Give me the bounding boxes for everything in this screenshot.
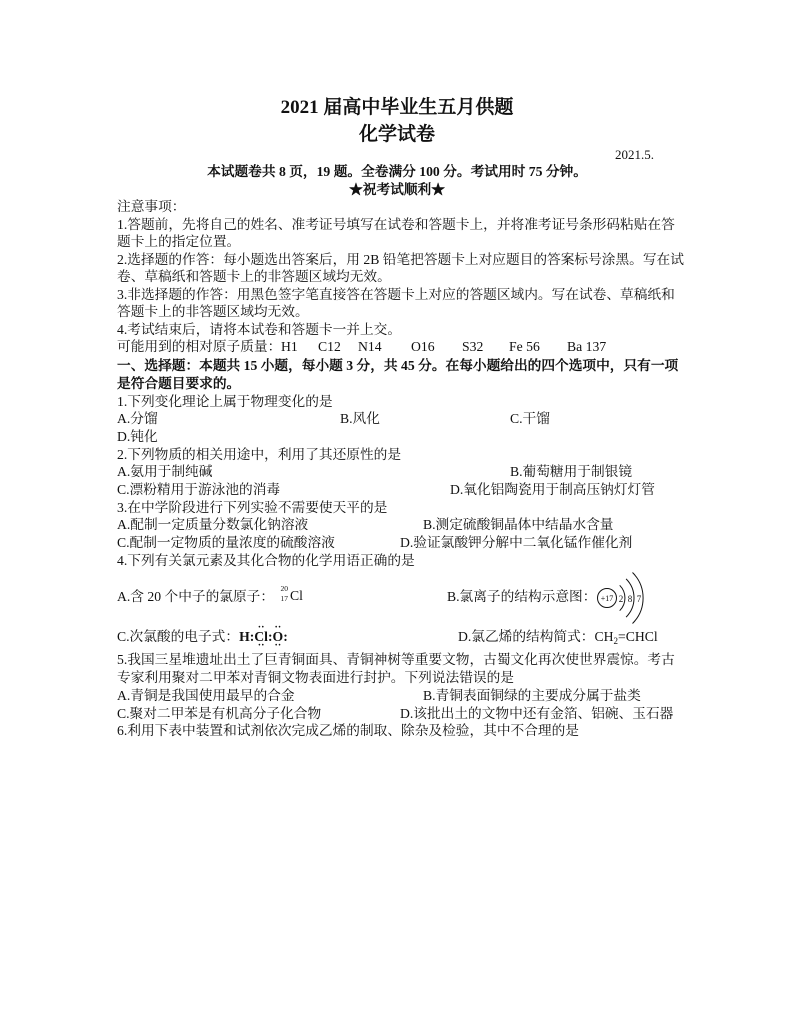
element-symbol: Cl <box>290 588 303 603</box>
q2-option-a: A.氨用于制纯碱 <box>117 464 213 479</box>
notes-line: 3.非选择题的作答：用黑色签字笔直接答在答题卡上对应的答题区域内。写在试卷、草稿纸和 <box>117 287 675 302</box>
q3-option-c: C.配制一定物质的量浓度的硫酸溶液 <box>117 535 335 550</box>
q3-option-b: B.测定硫酸铜晶体中结晶水含量 <box>423 517 614 532</box>
notes-line: 2.选择题的作答：每小题选出答案后，用 2B 铅笔把答题卡上对应题目的答案标号涂黑。写在试 <box>117 252 684 267</box>
atomic-mass-value: H1 <box>281 339 298 354</box>
q2-stem: 2.下列物质的相关用途中，利用了其还原性的是 <box>117 447 402 462</box>
hypochlorous-electron-formula <box>239 629 288 644</box>
q5-stem: 5.我国三星堆遗址出土了巨青铜面具、青铜神树等重要文物，古蜀文化再次使世界震惊。考古 <box>117 652 675 667</box>
atomic-mass-value: O16 <box>411 339 435 354</box>
q3-option-d: D.验证氯酸钾分解中二氧化锰作催化剂 <box>400 535 633 550</box>
exam-info: 本试题卷共 8 页，19 题。全卷满分 100 分。考试用时 75 分钟。 <box>207 164 587 179</box>
formula-atom: ·· Cl ·· <box>254 628 268 646</box>
q4-option-d <box>458 628 658 646</box>
q5-option-b: B.青铜表面铜绿的主要成分属于盐类 <box>423 688 641 703</box>
q2-option-d: D.氧化铝陶瓷用于制高压钠灯灯管 <box>450 482 655 497</box>
notes-line: 题卡上的指定位置。 <box>117 234 241 249</box>
q4-option-d-label: D.氯乙烯的结构简式： <box>458 629 595 644</box>
exam-subject: 化学试卷 <box>358 124 435 145</box>
q4-stem: 4.下列有关氯元素及其化合物的化学用语正确的是 <box>117 553 415 568</box>
q6-stem: 6.利用下表中装置和试剂依次完成乙烯的制取、除杂及检验，其中不合理的是 <box>117 723 579 738</box>
q4-option-a-label: A.含 20 个中子的氯原子： <box>117 589 275 604</box>
chlorine-nuclide-symbol <box>278 584 308 610</box>
q1-option-b: B.风化 <box>340 411 380 426</box>
exam-date: 2021.5. <box>615 147 654 162</box>
formula-part: =CHCl <box>618 629 658 644</box>
notes-line: 4.考试结束后，请将本试卷和答题卡一并上交。 <box>117 322 402 337</box>
formula-part: CH <box>594 629 614 644</box>
atomic-number: 17 <box>280 594 288 603</box>
section-heading: 是符合题目要求的。 <box>117 376 241 391</box>
q1-option-d: D.钝化 <box>117 429 158 444</box>
formula-atom: ·· O ·· <box>273 628 284 646</box>
atomic-mass-value: Ba 137 <box>567 339 607 354</box>
q1-option-a: A.分馏 <box>117 411 158 426</box>
formula-pair: : <box>283 629 288 644</box>
atomic-mass-value: N14 <box>358 339 382 354</box>
notes-line: 答题卡上的非答题区域均无效。 <box>117 304 309 319</box>
q5-option-a: A.青铜是我国使用最早的合金 <box>117 688 295 703</box>
notes-heading: 注意事项： <box>117 199 186 214</box>
q5-option-c: C.聚对二甲苯是有机高分子化合物 <box>117 706 322 721</box>
shell-electrons-1: 2 <box>618 594 624 604</box>
nucleus-charge: +17 <box>600 594 614 603</box>
q4-option-c <box>117 628 288 646</box>
mass-number: 20 <box>280 584 288 593</box>
atomic-mass-value: C12 <box>318 339 341 354</box>
q3-option-a: A.配制一定质量分数氯化钠溶液 <box>117 517 309 532</box>
formula-pair: : <box>249 629 255 644</box>
exam-title: 2021 届高中毕业生五月供题 <box>280 97 514 118</box>
chloride-ion-structure-diagram <box>594 572 650 626</box>
q4-option-b-label: B.氯离子的结构示意图： <box>447 589 597 604</box>
shell-electrons-2: 8 <box>627 594 633 604</box>
atomic-mass-value: S32 <box>462 339 484 354</box>
q1-stem: 1.下列变化理论上属于物理变化的是 <box>117 394 333 409</box>
atomic-masses-label: 可能用到的相对原子质量： <box>117 339 282 354</box>
notes-line: 卷、草稿纸和答题卡上的非答题区域均无效。 <box>117 269 391 284</box>
q4-option-c-label: C.次氯酸的电子式： <box>117 629 240 644</box>
q5-stem: 专家利用聚对二甲苯对青铜文物表面进行封护。下列说法错误的是 <box>117 670 514 685</box>
exam-wish: ★祝考试顺利★ <box>349 182 445 197</box>
section-heading: 一、选择题：本题共 15 小题，每小题 3 分，共 45 分。在每小题给出的四个选项中，只有一项 <box>117 358 679 373</box>
q3-stem: 3.在中学阶段进行下列实验不需要使天平的是 <box>117 500 388 515</box>
q2-option-b: B.葡萄糖用于制银镜 <box>510 464 633 479</box>
q1-option-c: C.干馏 <box>510 411 550 426</box>
atomic-mass-value: Fe 56 <box>509 339 540 354</box>
formula-atom: H <box>239 629 250 644</box>
formula-subscript: 2 <box>613 636 619 646</box>
formula-pair: : <box>267 629 273 644</box>
notes-line: 1.答题前，先将自己的姓名、准考证号填写在试卷和答题卡上，并将准考证号条形码粘贴在答 <box>117 217 675 232</box>
shell-electrons-3: 7 <box>636 594 642 604</box>
q5-option-d: D.该批出土的文物中还有金箔、铝碗、玉石器 <box>400 706 674 721</box>
q2-option-c: C.漂粉精用于游泳池的消毒 <box>117 482 281 497</box>
